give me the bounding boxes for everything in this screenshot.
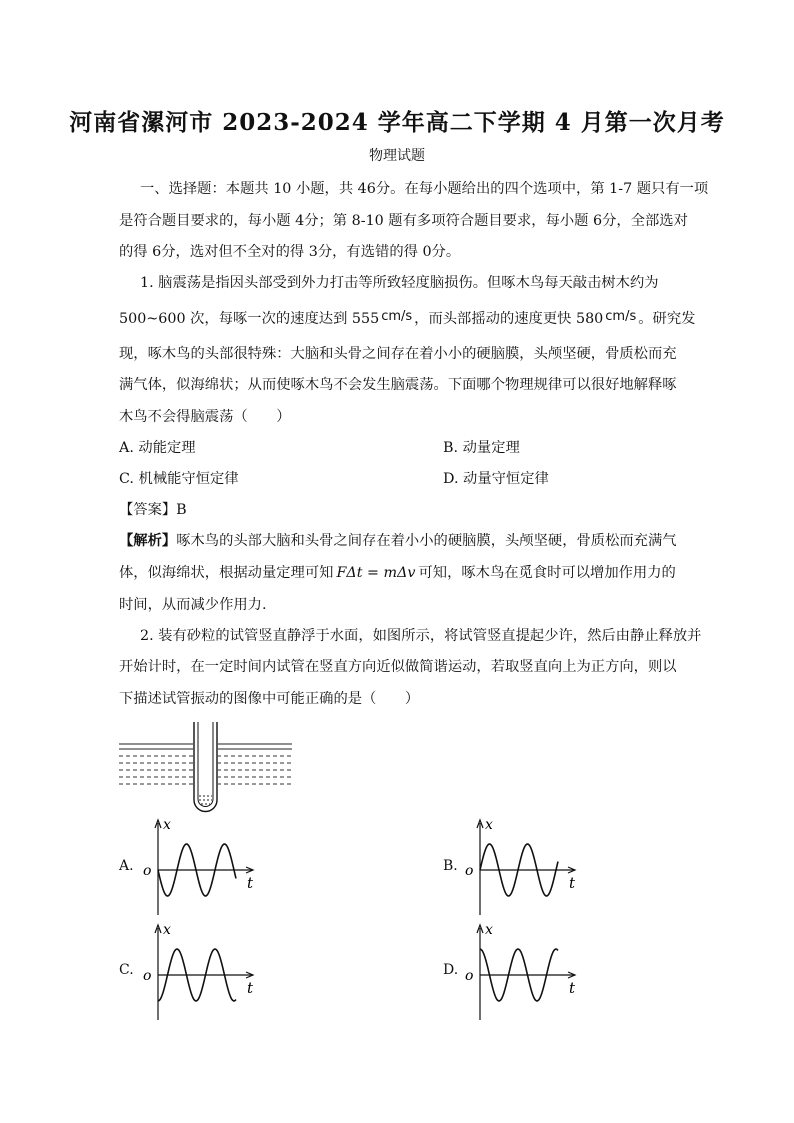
question-1-line-4: 满气体，似海绵状；从而使啄木鸟不会发生脑震荡。下面哪个物理规律可以很好地解释啄 bbox=[119, 377, 677, 393]
question-1-option-d: D. 动量守恒定律 bbox=[443, 471, 549, 487]
question-1-line-2-part-c: 。研究发 bbox=[638, 311, 696, 327]
question-1-option-b: B. 动量定理 bbox=[443, 440, 520, 456]
graph-d-origin-label: o bbox=[465, 968, 474, 984]
graph-a-label: A. bbox=[119, 858, 134, 874]
graph-b bbox=[462, 815, 577, 917]
section-instructions-line-2: 是符合题目要求的，每小题 4分；第 8-10 题有多项符合题目要求，每小题 6分，全部选对 bbox=[119, 213, 688, 229]
analysis-formula: FΔt = mΔv bbox=[336, 565, 416, 581]
question-1-line-1: 1. 脑震荡是指因头部受到外力打击等所致轻度脑损伤。但啄木鸟每天敲击树木约为 bbox=[140, 275, 659, 291]
analysis-text-2a: 体，似海绵状，根据动量定理可知 bbox=[119, 565, 334, 581]
graph-b-x-label: t bbox=[569, 874, 576, 892]
page-title: 河南省漯河市 2023-2024 学年高二下学期 4 月第一次月考 bbox=[69, 109, 725, 136]
graph-a-x-label: t bbox=[247, 874, 254, 892]
analysis-text-1: 啄木鸟的头部大脑和头骨之间存在着小小的硬脑膜，头颅坚硬，骨质松而充满气 bbox=[176, 533, 677, 549]
question-1-line-3: 现，啄木鸟的头部很特殊：大脑和头骨之间存在着小小的硬脑膜，头颅坚硬，骨质松而充 bbox=[119, 346, 677, 362]
section-instructions-line-3: 的得 6分，选对但不全对的得 3分，有选错的得 0分。 bbox=[119, 244, 461, 260]
graph-a-y-label: x bbox=[163, 817, 171, 833]
graph-c-origin-label: o bbox=[143, 968, 152, 984]
graph-c-x-label: t bbox=[247, 979, 254, 997]
graph-c-y-label: x bbox=[163, 922, 171, 938]
question-2-line-3: 下描述试管振动的图像中可能正确的是（ ） bbox=[119, 691, 420, 707]
graph-d-y-label: x bbox=[485, 922, 493, 938]
analysis-text-2b: 可知，啄木鸟在觅食时可以增加作用力的 bbox=[418, 565, 676, 581]
question-1-option-c: C. 机械能守恒定律 bbox=[119, 471, 239, 487]
graph-c-label: C. bbox=[119, 962, 134, 978]
speed-unit-1: cm/s bbox=[381, 309, 413, 324]
graph-a-origin-label: o bbox=[143, 863, 152, 879]
question-1-analysis-line-3: 时间，从而减少作用力. bbox=[119, 597, 267, 613]
test-tube-in-water-diagram bbox=[119, 722, 294, 817]
question-1-answer: 【答案】B bbox=[119, 502, 187, 518]
question-1-line-2 bbox=[119, 308, 695, 328]
question-1-option-a: A. 动能定理 bbox=[119, 440, 196, 456]
section-instructions-line-1: 一、选择题：本题共 10 小题，共 46分。在每小题给出的四个选项中，第 1-7 题只有一项 bbox=[140, 181, 709, 197]
page-subtitle: 物理试题 bbox=[369, 148, 425, 164]
question-1-line-2-part-a: 500~600 次，每啄一次的速度达到 555 bbox=[119, 311, 380, 327]
question-1-analysis-line-2 bbox=[119, 562, 676, 582]
question-1-line-5: 木鸟不会得脑震荡（ ） bbox=[119, 409, 291, 425]
graph-d-x-label: t bbox=[569, 979, 576, 997]
graph-d bbox=[462, 920, 577, 1022]
graph-a bbox=[140, 815, 255, 917]
question-2-line-1: 2. 装有砂粒的试管竖直静浮于水面，如图所示，将试管竖直提起少许，然后由静止释放并 bbox=[140, 628, 702, 644]
analysis-label: 【解析】 bbox=[119, 533, 177, 549]
graph-b-origin-label: o bbox=[465, 863, 474, 879]
question-2-line-2: 开始计时，在一定时间内试管在竖直方向近似做简谐运动，若取竖直向上为正方向，则以 bbox=[119, 659, 677, 675]
question-1-analysis-line-1 bbox=[119, 530, 677, 550]
speed-unit-2: cm/s bbox=[605, 309, 637, 324]
graph-d-label: D. bbox=[443, 962, 459, 978]
graph-c bbox=[140, 920, 255, 1022]
graph-b-y-label: x bbox=[485, 817, 493, 833]
question-1-line-2-part-b: ，而头部摇动的速度更快 580 bbox=[414, 311, 604, 327]
graph-b-label: B. bbox=[443, 858, 458, 874]
